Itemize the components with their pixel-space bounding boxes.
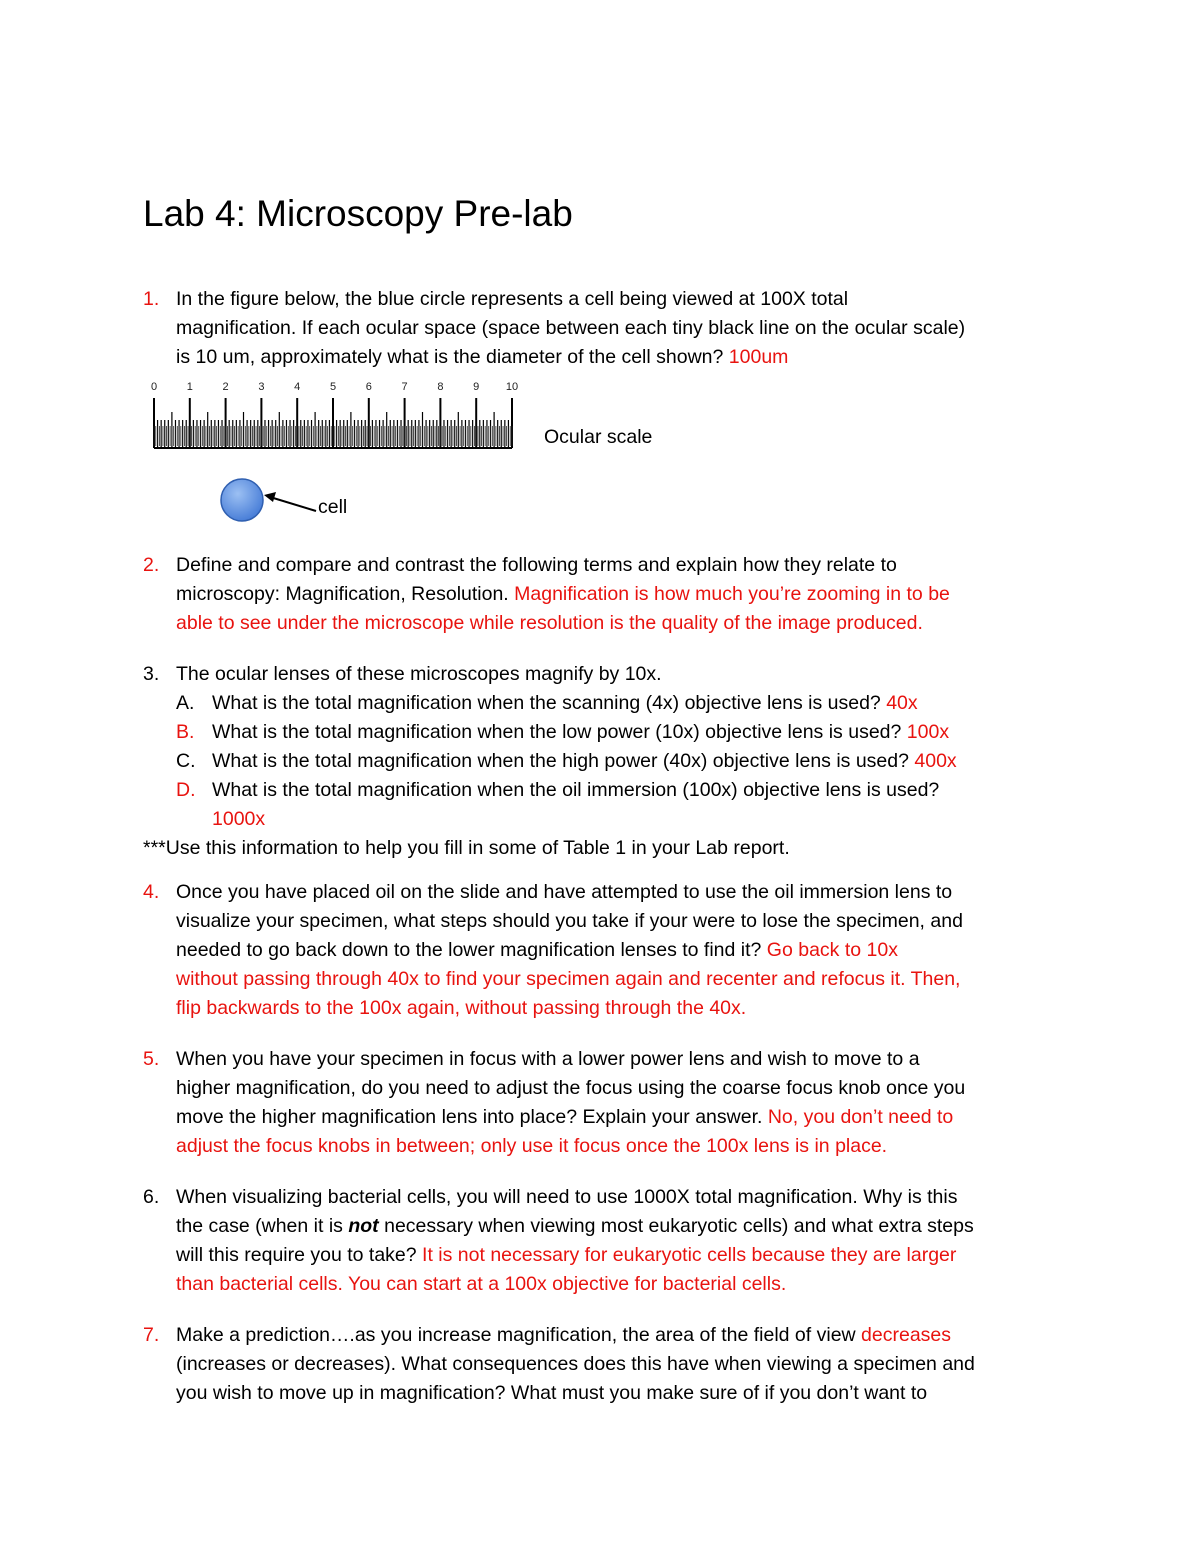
sub-item-letter: C. — [176, 750, 196, 772]
question-text: Once you have placed oil on the slide and have attempted to use the oil immersion lens to — [176, 881, 953, 903]
sub-item-text: What is the total magnification when the low power (10x) objective lens is used? — [212, 721, 902, 743]
question-text-mixed — [176, 1321, 951, 1350]
question-text: move the higher magnification lens into place? Explain your answer. — [176, 1106, 763, 1128]
scale-tick-label: 0 — [150, 381, 158, 393]
question-text-mixed — [176, 1103, 953, 1132]
question-number: 4. — [143, 881, 160, 903]
answer-text: 400x — [914, 750, 957, 772]
answer-text: 100um — [728, 346, 789, 368]
sub-item-text: What is the total magnification when the high power (40x) objective lens is used? — [212, 750, 909, 772]
scale-tick-label: 5 — [329, 381, 337, 393]
question-text-mixed — [176, 1212, 974, 1241]
answer-text: No, you don’t need to — [767, 1106, 954, 1128]
question-text-mixed — [176, 936, 898, 965]
ocular-scale-figure — [148, 376, 708, 536]
question-text: The ocular lenses of these microscopes magnify by 10x. — [176, 663, 662, 685]
sub-item-letter: A. — [176, 692, 195, 714]
question-text: necessary when viewing most eukaryotic cells) and what extra steps — [384, 1215, 974, 1237]
cell-arrow-head — [264, 492, 276, 502]
question-text: (increases or decreases). What consequences does this have when viewing a specimen and — [176, 1353, 975, 1375]
question-text-last — [176, 343, 788, 372]
scale-tick-label: 6 — [365, 381, 372, 393]
question-text: microscopy: Magnification, Resolution. — [176, 583, 509, 605]
scale-tick-label: 1 — [186, 381, 193, 393]
page-title: Lab 4: Microscopy Pre-lab — [143, 193, 573, 234]
cell-arrow-shaft — [270, 497, 316, 511]
scale-tick-label: 9 — [473, 381, 480, 393]
scale-tick-label: 4 — [294, 381, 301, 393]
question-text: you wish to move up in magnification? What must you make sure of if you don’t want to — [176, 1382, 928, 1404]
answer-text: decreases — [861, 1324, 952, 1346]
emphasis-text: not — [348, 1215, 379, 1237]
answer-text: without passing through 40x to find your specimen again and recenter and refocus it. Then, — [176, 968, 961, 990]
scale-tick-label: 10 — [505, 381, 519, 393]
question-number: 2. — [143, 554, 160, 576]
sub-item — [212, 689, 918, 718]
question-text: magnification. If each ocular space (space between each tiny black line on the ocular scale) — [176, 317, 966, 339]
scale-tick-label: 2 — [222, 381, 229, 393]
answer-text: Go back to 10x — [766, 939, 898, 961]
answer-text: 40x — [886, 692, 918, 714]
question-text: visualize your specimen, what steps should you take if your were to lose the specimen, and — [176, 910, 963, 932]
ocular-scale-caption: Ocular scale — [544, 426, 653, 448]
answer-text: 100x — [906, 721, 950, 743]
table-note: ***Use this information to help you fill in some of Table 1 in your Lab report. — [143, 837, 790, 859]
answer-text: than bacterial cells. You can start at a 100x objective for bacterial cells. — [176, 1273, 787, 1295]
sub-item — [212, 718, 949, 747]
question-text: Define and compare and contrast the following terms and explain how they relate to — [176, 554, 897, 576]
answer-text: flip backwards to the 100x again, without passing through the 40x. — [176, 997, 747, 1019]
question-text: When visualizing bacterial cells, you will need to use 1000X total magnification. Why is this — [176, 1186, 958, 1208]
question-text: higher magnification, do you need to adjust the focus using the coarse focus knob once you — [176, 1077, 966, 1099]
sub-item-text: What is the total magnification when the oil immersion (100x) objective lens is used? — [212, 779, 940, 801]
sub-item-letter: B. — [176, 721, 195, 743]
answer-text: adjust the focus knobs in between; only use it focus once the 100x lens is in place. — [176, 1135, 888, 1157]
scale-tick-label: 8 — [437, 381, 444, 393]
question-text: When you have your specimen in focus with a lower power lens and wish to move to a — [176, 1048, 920, 1070]
sub-item-letter: D. — [176, 779, 196, 801]
question-text: Make a prediction….as you increase magnification, the area of the field of view — [176, 1324, 856, 1346]
cell-circle — [221, 479, 263, 521]
question-text-mixed — [176, 1241, 956, 1270]
sub-item-text: What is the total magnification when the scanning (4x) objective lens is used? — [212, 692, 881, 714]
question-text-mixed — [176, 580, 950, 609]
question-text: In the figure below, the blue circle represents a cell being viewed at 100X total — [176, 288, 849, 310]
scale-tick-label: 3 — [258, 381, 265, 393]
question-text: is 10 um, approximately what is the diameter of the cell shown? — [176, 346, 724, 368]
cell-caption: cell — [318, 496, 348, 518]
sub-item — [212, 747, 957, 776]
answer-text: Magnification is how much you’re zooming in to be — [514, 583, 950, 605]
question-text: will this require you to take? — [176, 1244, 417, 1266]
question-number: 6. — [143, 1186, 160, 1208]
question-number: 3. — [143, 663, 160, 685]
question-text: the case (when it is — [176, 1215, 343, 1237]
question-text: needed to go back down to the lower magnification lenses to find it? — [176, 939, 762, 961]
answer-text: It is not necessary for eukaryotic cells because they are larger — [422, 1244, 957, 1266]
question-number: 5. — [143, 1048, 160, 1070]
scale-tick-label: 7 — [401, 381, 408, 393]
question-number: 1. — [143, 288, 160, 310]
answer-text: 1000x — [212, 808, 266, 830]
answer-text: able to see under the microscope while resolution is the quality of the image produced. — [176, 612, 923, 634]
question-number: 7. — [143, 1324, 160, 1346]
